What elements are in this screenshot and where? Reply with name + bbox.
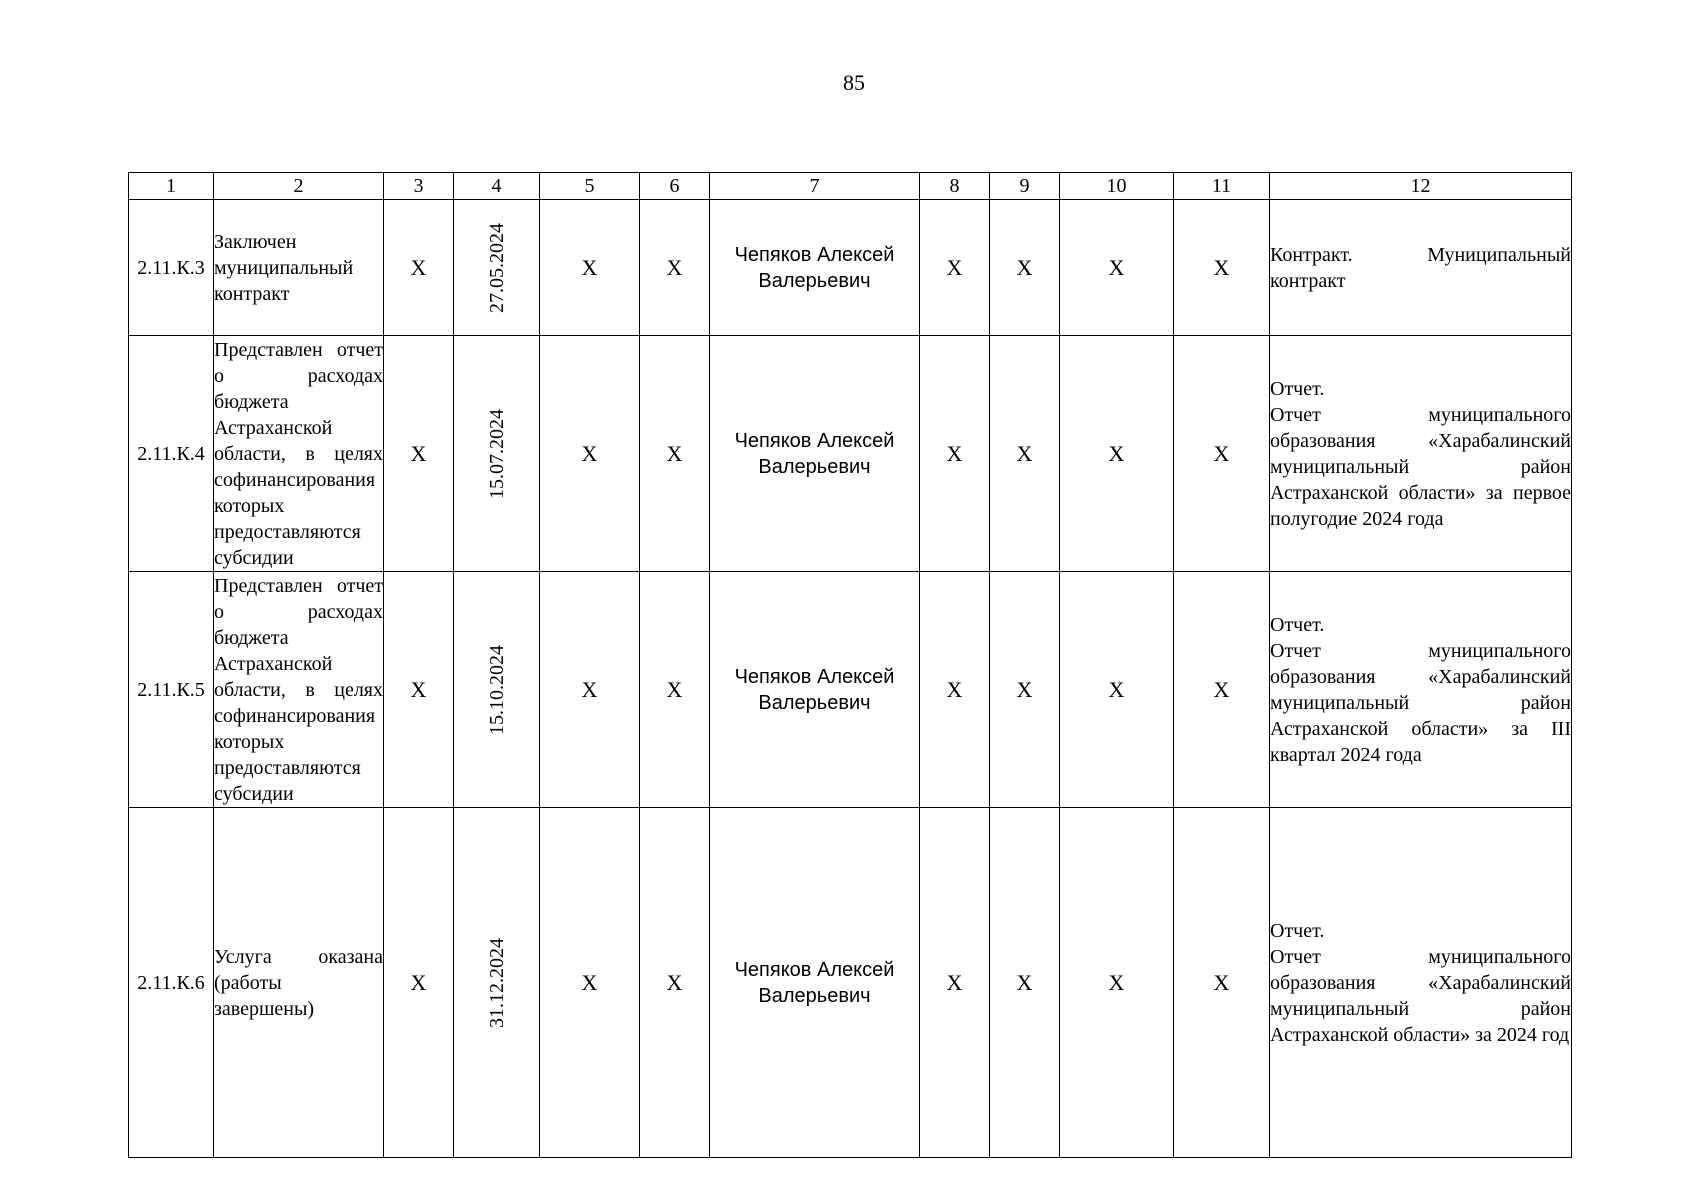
column-header: 4: [454, 173, 540, 200]
cell-x: X: [990, 808, 1060, 1158]
cell-x: X: [1174, 572, 1270, 808]
row-responsible: Чепяков Алексей Валерьевич: [710, 336, 920, 572]
row-code: 2.11.К.6: [129, 808, 214, 1158]
date-cell: [454, 808, 540, 1158]
row-responsible: Чепяков Алексей Валерьевич: [710, 200, 920, 336]
cell-x: X: [540, 808, 640, 1158]
row-document: [1270, 336, 1572, 572]
cell-x: X: [540, 336, 640, 572]
cell-x: X: [1060, 808, 1174, 1158]
row-date: 15.10.2024: [485, 644, 508, 735]
row-code: 2.11.К.3: [129, 200, 214, 336]
cell-x: X: [640, 200, 710, 336]
doc-type: Контракт.: [1270, 243, 1353, 266]
row-code: 2.11.К.5: [129, 572, 214, 808]
cell-x: X: [920, 572, 990, 808]
doc-description: Отчет муниципального образования «Харабалинский муниципальный район Астраханской области» за первое полугодие 2024 года: [1270, 403, 1571, 530]
cell-x: X: [920, 808, 990, 1158]
cell-x: X: [640, 336, 710, 572]
cell-x: X: [1060, 200, 1174, 336]
plan-table: [128, 172, 1572, 1158]
date-cell: [454, 336, 540, 572]
cell-x: X: [640, 572, 710, 808]
row-date: 31.12.2024: [485, 937, 508, 1028]
cell-x: X: [384, 200, 454, 336]
row-responsible: Чепяков Алексей Валерьевич: [710, 572, 920, 808]
date-cell: [454, 200, 540, 336]
cell-x: X: [540, 200, 640, 336]
table-row: [129, 200, 1572, 336]
row-description: Услуга оказана (работы завершены): [214, 808, 384, 1158]
column-header: 5: [540, 173, 640, 200]
cell-x: X: [384, 336, 454, 572]
doc-description: Отчет муниципального образования «Харабалинский муниципальный район Астраханской области» за 2024 год: [1270, 945, 1571, 1046]
cell-x: X: [1174, 336, 1270, 572]
cell-x: X: [990, 200, 1060, 336]
row-date: 27.05.2024: [485, 222, 508, 313]
doc-description: Отчет муниципального образования «Харабалинский муниципальный район Астраханской области» за III квартал 2024 года: [1270, 639, 1571, 766]
row-document: [1270, 200, 1572, 336]
cell-x: X: [540, 572, 640, 808]
row-date: 15.07.2024: [485, 408, 508, 499]
row-description: Представлен отчет о расходах бюджета Астраханской области, в целях софинансирования которых предоставляются субсидии: [214, 572, 384, 808]
page-number: 85: [843, 70, 865, 95]
cell-x: X: [1060, 336, 1174, 572]
column-header: 6: [640, 173, 710, 200]
row-document: [1270, 572, 1572, 808]
cell-x: X: [1060, 572, 1174, 808]
row-description: Представлен отчет о расходах бюджета Астраханской области, в целях софинансирования которых предоставляются субсидии: [214, 336, 384, 572]
row-document: [1270, 808, 1572, 1158]
cell-x: X: [990, 572, 1060, 808]
doc-type: Отчет.: [1270, 919, 1325, 942]
column-header: 3: [384, 173, 454, 200]
table-row: [129, 808, 1572, 1158]
doc-description: Муниципальный контракт: [1270, 243, 1571, 292]
cell-x: X: [384, 808, 454, 1158]
table-row: [129, 336, 1572, 572]
column-header: 12: [1270, 173, 1572, 200]
column-header: 7: [710, 173, 920, 200]
table-row: [129, 572, 1572, 808]
column-header: 11: [1174, 173, 1270, 200]
column-header: 1: [129, 173, 214, 200]
cell-x: X: [1174, 808, 1270, 1158]
cell-x: X: [920, 200, 990, 336]
cell-x: X: [384, 572, 454, 808]
column-header: 2: [214, 173, 384, 200]
cell-x: X: [920, 336, 990, 572]
column-header: 8: [920, 173, 990, 200]
cell-x: X: [1174, 200, 1270, 336]
column-header: 10: [1060, 173, 1174, 200]
column-numbers-row: [129, 173, 1572, 200]
cell-x: X: [640, 808, 710, 1158]
row-code: 2.11.К.4: [129, 336, 214, 572]
doc-type: Отчет.: [1270, 613, 1325, 636]
table-header: [129, 173, 1572, 200]
date-cell: [454, 572, 540, 808]
row-responsible: Чепяков Алексей Валерьевич: [710, 808, 920, 1158]
row-description: Заключен муниципальный контракт: [214, 200, 384, 336]
doc-type: Отчет.: [1270, 377, 1325, 400]
cell-x: X: [990, 336, 1060, 572]
column-header: 9: [990, 173, 1060, 200]
